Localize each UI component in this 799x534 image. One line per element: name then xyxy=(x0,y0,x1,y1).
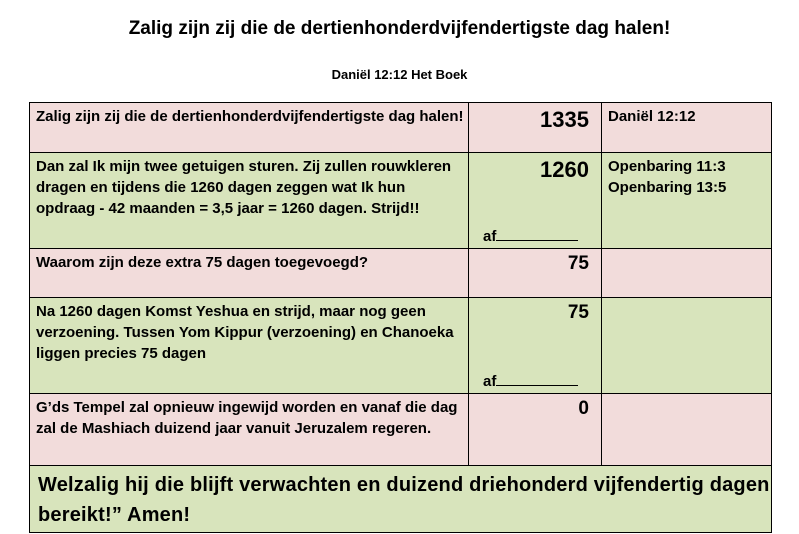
row-number: 75 xyxy=(567,253,589,274)
row-text-cell xyxy=(30,394,469,466)
closing-cell xyxy=(30,466,772,533)
row-ref-cell xyxy=(602,249,772,298)
row-number-cell xyxy=(469,249,602,298)
row-text-cell xyxy=(30,298,469,394)
timeline-table xyxy=(29,102,772,533)
row-number-cell xyxy=(469,103,602,153)
row-text: Waarom zijn deze extra 75 dagen toegevoegd? xyxy=(36,254,369,271)
row-ref: Openbaring 11:3 xyxy=(608,158,726,175)
page-title: Zalig zijn zij die de dertienhonderdvijfendertigste dag halen! xyxy=(128,18,671,39)
row-number: 0 xyxy=(578,398,589,419)
row-number-cell xyxy=(469,153,602,249)
page-subtitle: Daniël 12:12 Het Boek xyxy=(331,67,468,82)
row-text: G’ds Tempel zal opnieuw ingewijd worden en vanaf die dag zal de Mashiach duizend jaar vanuit Jeruzalem regeren. xyxy=(36,399,458,437)
row-ref: Openbaring 13:5 xyxy=(608,179,727,196)
row-text: Dan zal Ik mijn twee getuigen sturen. Zij zullen rouwkleren dragen en tijdens die 1260 dagen zeggen wat Ik hun opdraag - 42 maanden = 3,5 jaar = 1260 dagen. Strijd!! xyxy=(36,158,452,217)
af-blank-line xyxy=(496,372,578,386)
af-field xyxy=(483,227,578,245)
table-row xyxy=(30,249,772,298)
row-text-cell xyxy=(30,249,469,298)
af-blank-line xyxy=(496,227,578,241)
af-label: af xyxy=(483,373,497,390)
closing-text: Welzalig hij die blijft verwachten en duizend driehonderd vijfendertig dagen bereikt!” Amen! xyxy=(38,474,770,526)
row-ref: Daniël 12:12 xyxy=(608,108,696,125)
table-row xyxy=(30,103,772,153)
af-field xyxy=(483,372,578,390)
row-ref-cell xyxy=(602,103,772,153)
row-text: Na 1260 dagen Komst Yeshua en strijd, maar nog geen verzoening. Tussen Yom Kippur (verzoening) en Chanoeka liggen precies 75 dagen xyxy=(36,303,454,362)
row-ref-cell xyxy=(602,298,772,394)
row-number: 1260 xyxy=(540,157,589,182)
table-row xyxy=(30,153,772,249)
row-number-cell xyxy=(469,394,602,466)
af-label: af xyxy=(483,228,497,245)
row-number-cell xyxy=(469,298,602,394)
row-number: 1335 xyxy=(540,107,589,132)
row-text-cell xyxy=(30,153,469,249)
row-text: Zalig zijn zij die de dertienhonderdvijfendertigste dag halen! xyxy=(36,108,464,125)
table-row xyxy=(30,298,772,394)
closing-row xyxy=(30,466,772,533)
table-row xyxy=(30,394,772,466)
row-ref-cell xyxy=(602,153,772,249)
row-text-cell xyxy=(30,103,469,153)
row-ref-cell xyxy=(602,394,772,466)
row-number: 75 xyxy=(567,302,589,323)
